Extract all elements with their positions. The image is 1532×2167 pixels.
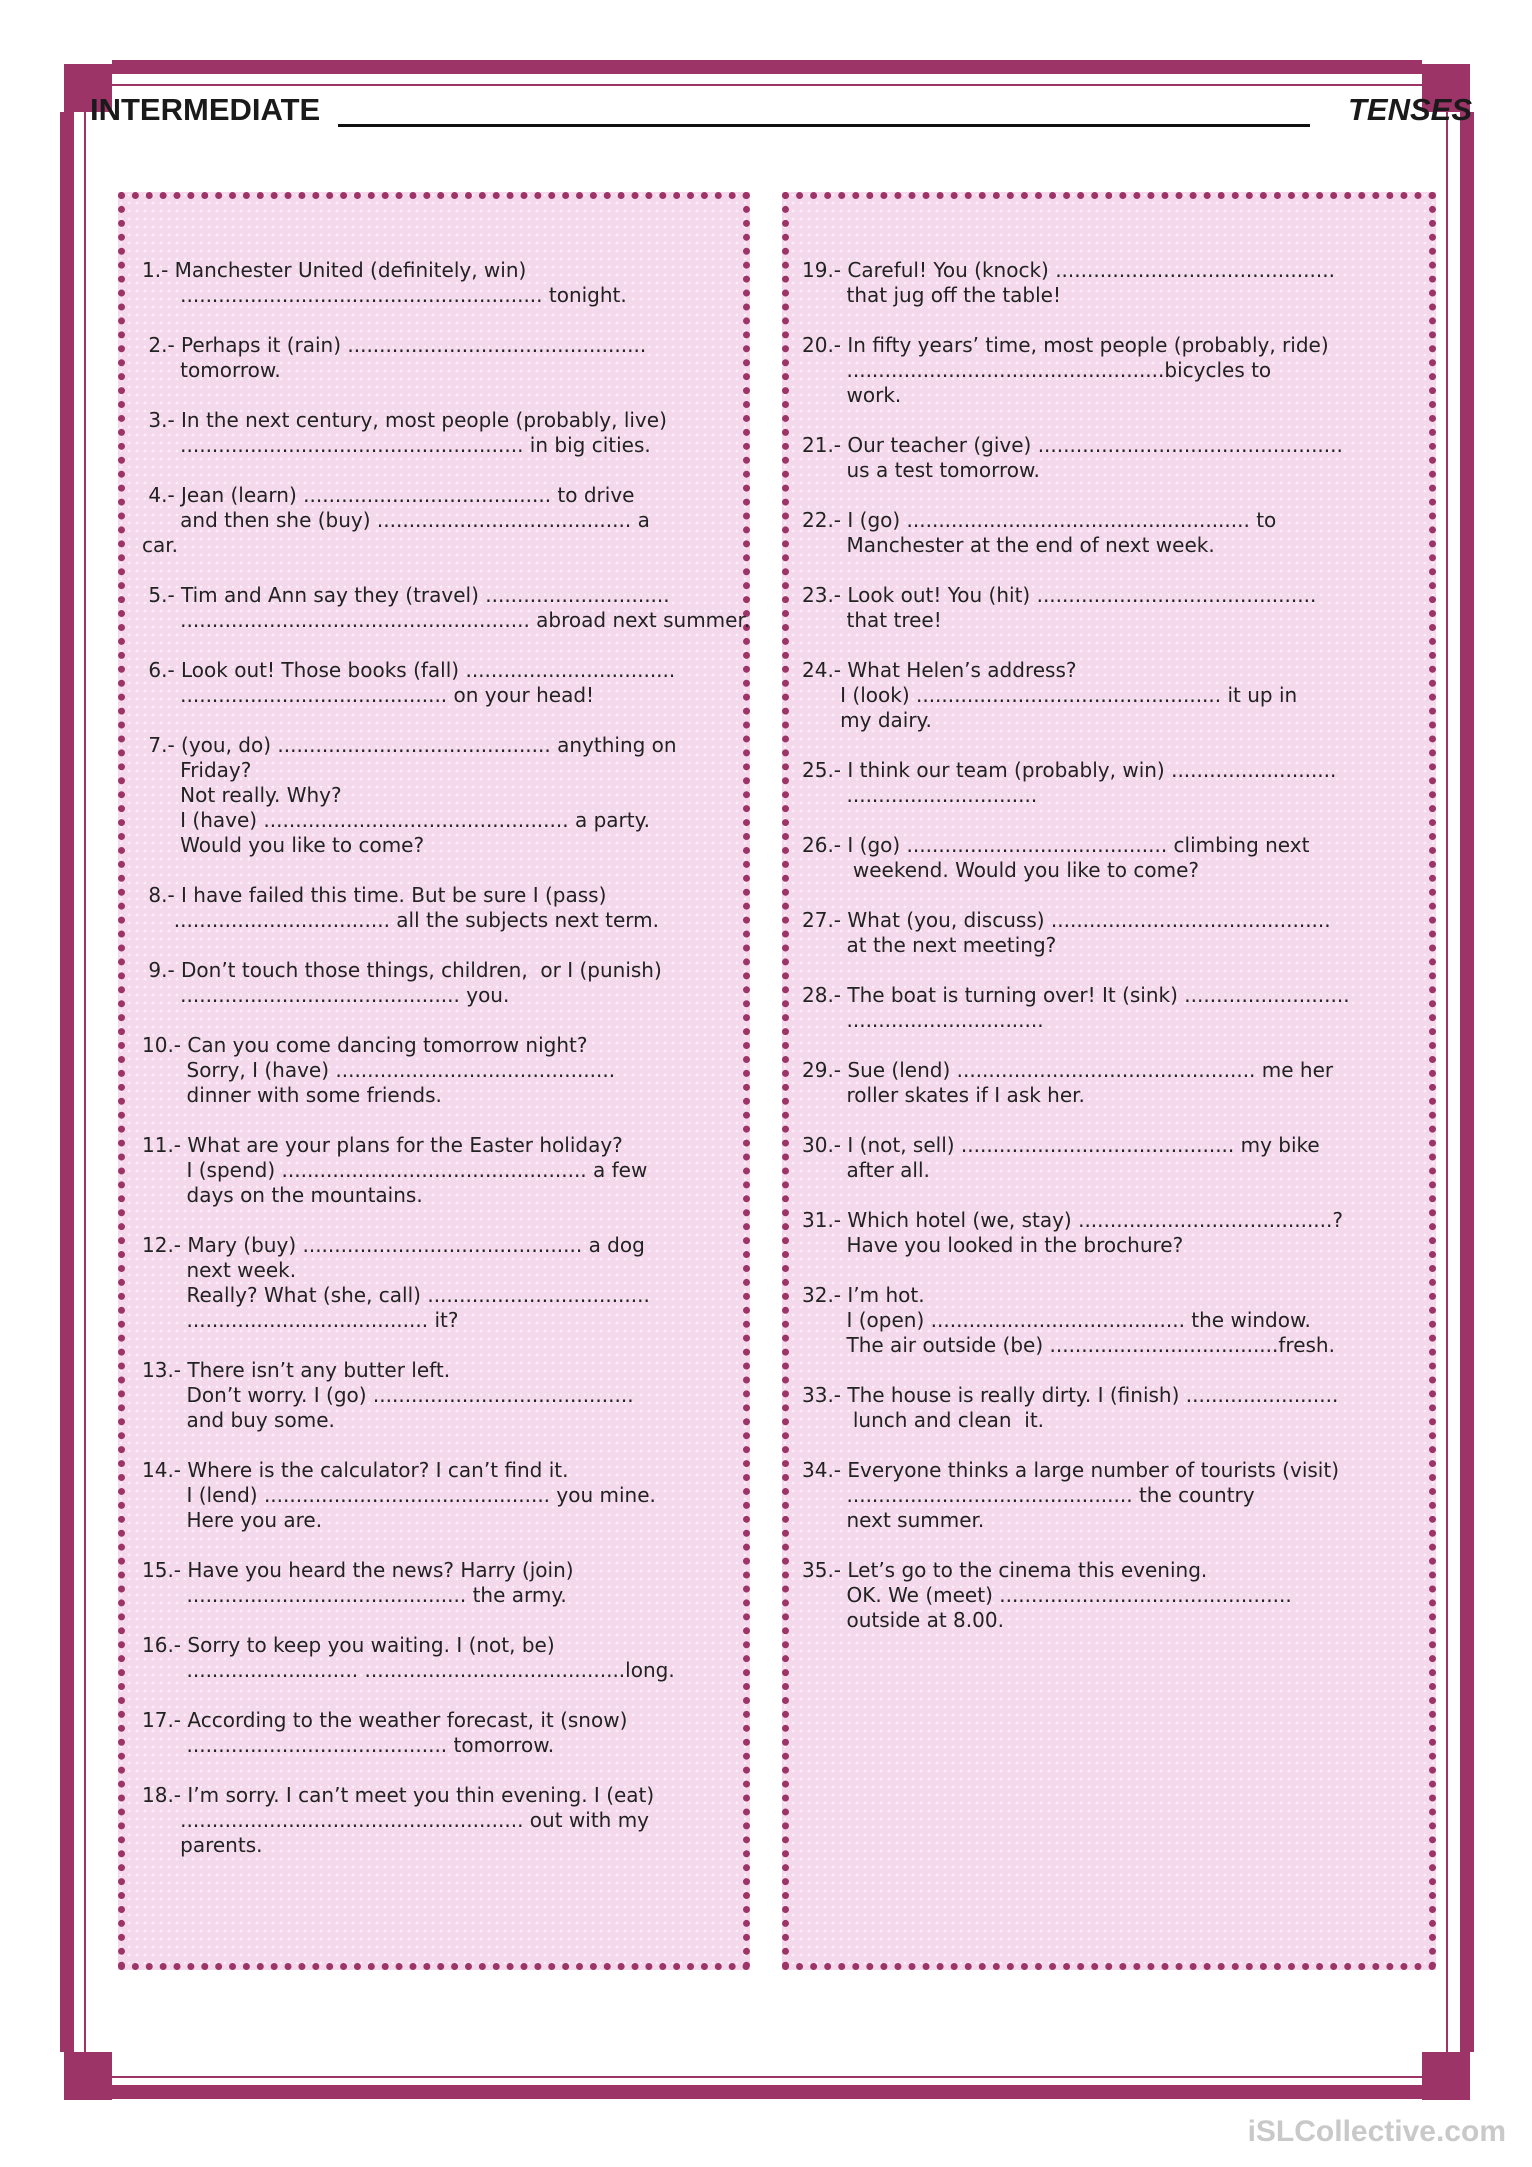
exercise-item-12: 12.- Mary (buy) ............................................ a dog next week. Really? What (she, call) ................................... ...................................... it? [142,1233,650,1332]
exercise-item-15: 15.- Have you heard the news? Harry (join) ............................................ the army. [142,1558,574,1607]
exercise-item-35: 35.- Let’s go to the cinema this evening. OK. We (meet) .............................................. outside at 8.00. [802,1558,1292,1632]
exercise-item-20: 20.- In fifty years’ time, most people (probably, ride) ..................................................bicycles to work. [802,333,1329,407]
topic-label: TENSES [1348,92,1473,127]
site-watermark: iSLCollective.com [1247,2115,1506,2148]
frame-left-bar [60,112,74,2052]
level-label: INTERMEDIATE [90,92,321,127]
exercise-item-16: 16.- Sorry to keep you waiting. I (not, be) ........................... .........................................long. [142,1633,675,1682]
exercise-item-24: 24.- What Helen’s address? I (look) ................................................ it up in my dairy. [802,658,1298,732]
frame-bottom-bar [112,2085,1422,2099]
frame-right-bar [1460,112,1474,2052]
exercise-item-21: 21.- Our teacher (give) ................................................ us a test tomorrow. [802,433,1343,482]
exercise-item-27: 27.- What (you, discuss) ............................................ at the next meeting? [802,908,1331,957]
exercise-item-11: 11.- What are your plans for the Easter holiday? I (spend) ................................................ a few days on the mountains. [142,1133,648,1207]
exercise-item-7: 7.- (you, do) ........................................... anything on Friday? Not really. Why? I (have) ................................................ a party. Would you like to come? [148,733,677,857]
exercise-item-25: 25.- I think our team (probably, win) .......................... .............................. [802,758,1337,807]
exercise-item-19: 19.- Careful! You (knock) ............................................ that jug off the table! [802,258,1335,307]
exercise-item-29: 29.- Sue (lend) ............................................... me her roller skates if I ask her. [802,1058,1334,1107]
exercise-item-26: 26.- I (go) ......................................... climbing next weekend. Would you like to come? [802,833,1310,882]
exercise-item-31: 31.- Which hotel (we, stay) ........................................? Have you looked in the brochure? [802,1208,1343,1257]
exercise-item-34: 34.- Everyone thinks a large number of tourists (visit) ............................................. the country next summer. [802,1458,1339,1532]
exercise-item-13: 13.- There isn’t any butter left. Don’t worry. I (go) ......................................... and buy some. [142,1358,634,1432]
exercise-item-33: 33.- The house is really dirty. I (finish) ........................ lunch and clean it. [802,1383,1339,1432]
exercise-item-6: 6.- Look out! Those books (fall) ................................. .......................................... on your head! [148,658,676,707]
exercise-item-10: 10.- Can you come dancing tomorrow night? Sorry, I (have) ............................................ dinner with some friends. [142,1033,616,1107]
exercise-item-30: 30.- I (not, sell) ........................................... my bike after all. [802,1133,1320,1182]
frame-corner-bl [64,2052,112,2100]
exercise-item-17: 17.- According to the weather forecast, it (snow) ......................................... tomorrow. [142,1708,628,1757]
exercise-item-5: 5.- Tim and Ann say they (travel) ............................. ....................................................... abroad next summer. [148,583,751,632]
exercise-item-28: 28.- The boat is turning over! It (sink) .......................... ............................... [802,983,1350,1032]
frame-corner-br [1422,2052,1470,2100]
exercise-item-8: 8.- I have failed this time. But be sure I (pass) .................................. all the subjects next term. [148,883,659,932]
exercise-item-23: 23.- Look out! You (hit) ............................................ that tree! [802,583,1317,632]
exercise-item-3: 3.- In the next century, most people (probably, live) ...................................................... in big cities. [148,408,667,457]
exercise-item-2: 2.- Perhaps it (rain) ............................................... tomorrow. [148,333,647,382]
exercise-item-22: 22.- I (go) ...................................................... to Manchester at the end of next week. [802,508,1277,557]
exercise-item-9: 9.- Don’t touch those things, children, or I (punish) ............................................ you. [148,958,662,1007]
exercise-item-1: 1.- Manchester United (definitely, win) ......................................................... tonight. [142,258,627,307]
exercise-item-32: 32.- I’m hot. I (open) ........................................ the window. The air outside (be) ....................................fresh. [802,1283,1335,1357]
exercise-item-18: 18.- I’m sorry. I can’t meet you thin evening. I (eat) ...................................................... out with my parents. [142,1783,655,1857]
worksheet-header [90,92,1473,132]
exercise-item-4: 4.- Jean (learn) ....................................... to drive and then she (buy) ........................................ a car. [142,483,650,557]
header-rule [338,124,1310,127]
exercise-item-14: 14.- Where is the calculator? I can’t find it. I (lend) ............................................. you mine. Here you are. [142,1458,656,1532]
frame-top-bar [112,60,1422,74]
